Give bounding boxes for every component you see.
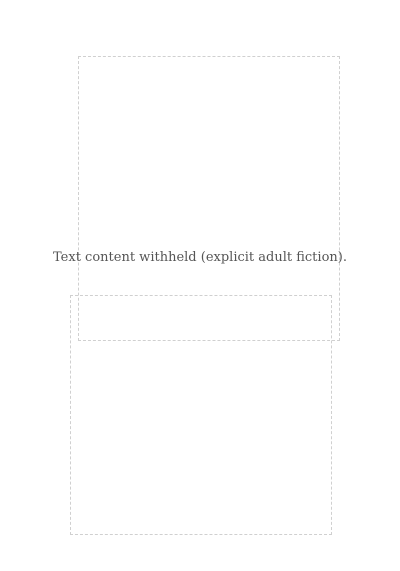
lower-text-block [70, 295, 332, 535]
content-notice: Text content withheld (explicit adult fiction). [53, 250, 347, 265]
